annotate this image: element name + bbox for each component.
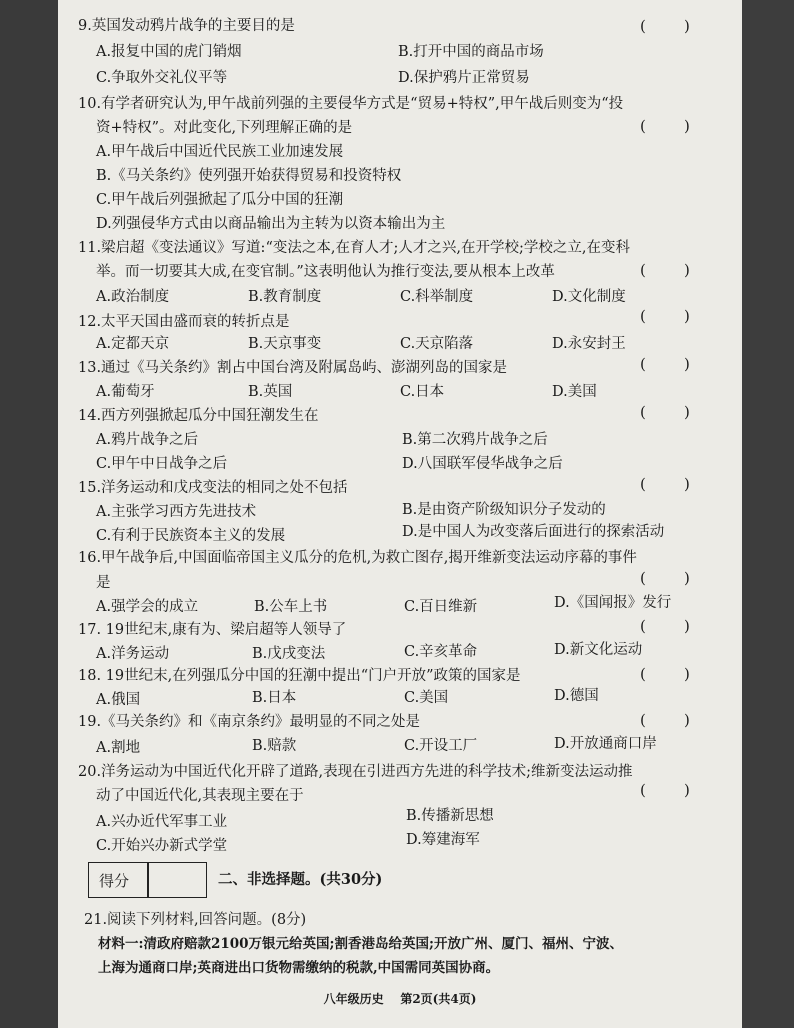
question-21-stem: 21.阅读下列材料,回答问题。(8分) bbox=[84, 912, 307, 928]
option: C.百日维新 bbox=[404, 599, 478, 615]
option: C.争取外交礼仪平等 bbox=[96, 70, 228, 86]
option: B.天京事变 bbox=[248, 336, 322, 352]
option: B.《马关条约》使列强开始获得贸易和投资特权 bbox=[96, 168, 402, 184]
section-2-title: 二、非选择题。(共30分) bbox=[218, 871, 383, 888]
answer-paren: ( ) bbox=[640, 569, 690, 587]
material-1-line-1: 材料一:清政府赔款2100万银元给英国;割香港岛给英国;开放广州、厦门、福州、宁波、 bbox=[98, 936, 624, 952]
option: A.强学会的成立 bbox=[96, 599, 199, 615]
answer-paren: ( ) bbox=[640, 261, 690, 279]
option: A.葡萄牙 bbox=[96, 384, 155, 400]
answer-paren: ( ) bbox=[640, 475, 690, 493]
option: C.科举制度 bbox=[400, 289, 474, 305]
question-10-stem-cont: 资+特权”。对此变化,下列理解正确的是 bbox=[96, 120, 353, 136]
option: B.赔款 bbox=[252, 738, 297, 754]
question-11-stem: 11.梁启超《变法通议》写道:“变法之本,在育人才;人才之兴,在开学校;学校之立,在变科 bbox=[78, 240, 630, 256]
option: C.甲午战后列强掀起了瓜分中国的狂潮 bbox=[96, 192, 344, 208]
option: A.鸦片战争之后 bbox=[96, 432, 199, 448]
option: B.公车上书 bbox=[254, 599, 328, 615]
answer-paren: ( ) bbox=[640, 355, 690, 373]
answer-paren: ( ) bbox=[640, 117, 690, 135]
option: A.甲午战后中国近代民族工业加速发展 bbox=[96, 144, 344, 160]
option: C.开设工厂 bbox=[404, 738, 478, 754]
option: A.主张学习西方先进技术 bbox=[96, 504, 257, 520]
option: B.是由资产阶级知识分子发动的 bbox=[402, 502, 606, 518]
option: D.文化制度 bbox=[552, 289, 626, 305]
option: D.开放通商口岸 bbox=[554, 736, 657, 752]
question-18-stem: 18. 19世纪末,在列强瓜分中国的狂潮中提出“门户开放”政策的国家是 bbox=[78, 668, 521, 684]
option: B.英国 bbox=[248, 384, 293, 400]
option: A.洋务运动 bbox=[96, 646, 170, 662]
question-15-stem: 15.洋务运动和戊戌变法的相同之处不包括 bbox=[78, 480, 348, 496]
answer-paren: ( ) bbox=[640, 403, 690, 421]
option: A.俄国 bbox=[96, 692, 141, 708]
question-19-stem: 19.《马关条约》和《南京条约》最明显的不同之处是 bbox=[78, 714, 421, 730]
option: B.传播新思想 bbox=[406, 808, 494, 824]
option: C.有利于民族资本主义的发展 bbox=[96, 528, 286, 544]
question-9-stem: 9.英国发动鸦片战争的主要目的是 bbox=[78, 18, 295, 34]
question-17-stem: 17. 19世纪末,康有为、梁启超等人领导了 bbox=[78, 622, 347, 638]
option: D.是中国人为改变落后面进行的探索活动 bbox=[402, 524, 665, 540]
material-1-line-2: 上海为通商口岸;英商进出口货物需缴纳的税款,中国需同英国协商。 bbox=[98, 960, 500, 976]
option: A.报复中国的虎门销烟 bbox=[96, 44, 242, 60]
option: C.辛亥革命 bbox=[404, 644, 478, 660]
option: B.教育制度 bbox=[248, 289, 322, 305]
score-label: 得分 bbox=[99, 872, 130, 890]
question-14-stem: 14.西方列强掀起瓜分中国狂潮发生在 bbox=[78, 408, 319, 424]
option: D.新文化运动 bbox=[554, 642, 643, 658]
footer-subject: 八年级历史 bbox=[323, 992, 384, 1006]
option: D.保护鸦片正常贸易 bbox=[398, 70, 530, 86]
option: D.列强侵华方式由以商品输出为主转为以资本输出为主 bbox=[96, 216, 446, 232]
option: B.戊戌变法 bbox=[252, 646, 326, 662]
option: C.天京陷落 bbox=[400, 336, 474, 352]
question-16-stem: 16.甲午战争后,中国面临帝国主义瓜分的危机,为救亡图存,揭开维新变法运动序幕的事件 bbox=[78, 550, 637, 566]
answer-paren: ( ) bbox=[640, 17, 690, 35]
option: A.政治制度 bbox=[96, 289, 170, 305]
option: D.八国联军侵华战争之后 bbox=[402, 456, 563, 472]
option: A.兴办近代军事工业 bbox=[96, 814, 228, 830]
option: D.《国闻报》发行 bbox=[554, 595, 672, 611]
option: C.美国 bbox=[404, 690, 449, 706]
answer-paren: ( ) bbox=[640, 665, 690, 683]
question-10-stem: 10.有学者研究认为,甲午战前列强的主要侵华方式是“贸易+特权”,甲午战后则变为“投 bbox=[78, 96, 624, 112]
question-16-stem-cont: 是 bbox=[96, 575, 111, 591]
option: B.日本 bbox=[252, 690, 297, 706]
photo-background-left bbox=[0, 0, 58, 1028]
page-footer bbox=[58, 990, 742, 1007]
answer-paren: ( ) bbox=[640, 307, 690, 325]
question-20-stem-cont: 动了中国近代化,其表现主要在于 bbox=[96, 788, 304, 804]
score-box bbox=[88, 862, 207, 898]
question-12-stem: 12.太平天国由盛而衰的转折点是 bbox=[78, 314, 290, 330]
footer-page-number: 第2页(共4页) bbox=[400, 992, 477, 1006]
answer-paren: ( ) bbox=[640, 617, 690, 635]
photo-background-right bbox=[742, 0, 794, 1028]
option: B.第二次鸦片战争之后 bbox=[402, 432, 548, 448]
option: D.德国 bbox=[554, 688, 599, 704]
score-box-divider bbox=[147, 863, 149, 897]
option: D.永安封王 bbox=[552, 336, 626, 352]
option: A.割地 bbox=[96, 740, 141, 756]
question-20-stem: 20.洋务运动为中国近代化开辟了道路,表现在引进西方先进的科学技术;维新变法运动推 bbox=[78, 764, 633, 780]
option: C.甲午中日战争之后 bbox=[96, 456, 228, 472]
option: D.筹建海军 bbox=[406, 832, 480, 848]
option: A.定都天京 bbox=[96, 336, 170, 352]
option: C.日本 bbox=[400, 384, 445, 400]
option: D.美国 bbox=[552, 384, 597, 400]
answer-paren: ( ) bbox=[640, 781, 690, 799]
question-13-stem: 13.通过《马关条约》割占中国台湾及附属岛屿、澎湖列岛的国家是 bbox=[78, 360, 508, 376]
question-11-stem-cont: 举。而一切要其大成,在变官制。”这表明他认为推行变法,要从根本上改革 bbox=[96, 264, 555, 280]
option: C.开始兴办新式学堂 bbox=[96, 838, 228, 854]
option: B.打开中国的商品市场 bbox=[398, 44, 544, 60]
answer-paren: ( ) bbox=[640, 711, 690, 729]
